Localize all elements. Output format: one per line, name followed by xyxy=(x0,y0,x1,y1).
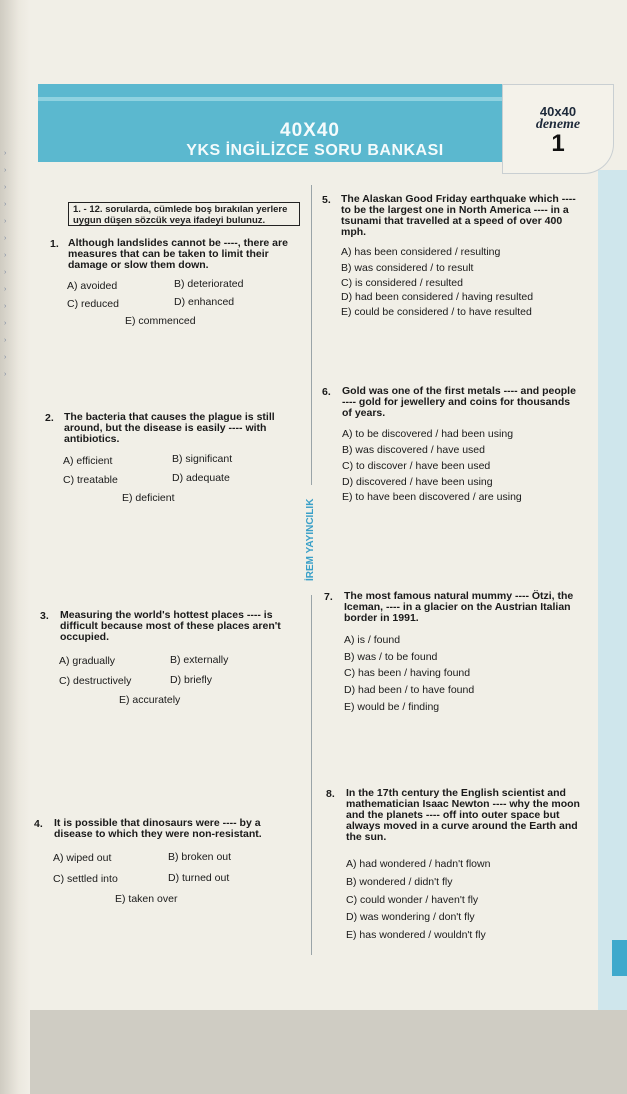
page-title: YKS İNGİLİZCE SORU BANKASI xyxy=(186,142,444,159)
option-d[interactable]: D) enhanced xyxy=(174,296,235,308)
option-b[interactable]: B) significant xyxy=(172,453,233,465)
option-c[interactable]: C) treatable xyxy=(63,474,118,486)
question-6 xyxy=(322,386,592,511)
option-a[interactable]: A) efficient xyxy=(63,455,113,467)
question-5 xyxy=(322,194,592,329)
header-brand: 40X40 xyxy=(280,120,340,141)
publisher-label: İREM YAYINCILIK xyxy=(305,498,316,582)
question-number: 2. xyxy=(45,412,54,424)
option-b[interactable]: B) wondered / didn't fly xyxy=(346,876,453,888)
right-page-strip xyxy=(598,170,627,1010)
badge-label: deneme xyxy=(535,117,581,132)
option-a[interactable]: A) is / found xyxy=(344,634,401,646)
option-c[interactable]: C) to discover / have been used xyxy=(342,460,491,472)
question-8 xyxy=(326,788,596,948)
question-stem: Although landslides cannot be ----, there are measures that can be taken to limit their damage or slow them down. xyxy=(68,237,288,271)
question-stem: Measuring the world's hottest places ---- is difficult because most of these places aren't occupied. xyxy=(60,609,281,643)
column-divider-top xyxy=(311,185,312,485)
question-number: 1. xyxy=(50,238,59,250)
header-stripe xyxy=(38,97,578,101)
option-b[interactable]: B) deteriorated xyxy=(174,278,244,290)
option-b[interactable]: B) externally xyxy=(170,654,229,666)
badge-number: 1 xyxy=(551,130,565,157)
option-a[interactable]: A) to be discovered / had been using xyxy=(342,428,514,440)
option-b[interactable]: B) broken out xyxy=(168,851,232,863)
option-d[interactable]: D) discovered / have been using xyxy=(342,476,493,488)
question-7 xyxy=(324,591,594,716)
section-tab xyxy=(612,940,627,976)
option-c[interactable]: C) could wonder / haven't fly xyxy=(346,894,479,906)
column-divider-bottom xyxy=(311,595,312,955)
option-e[interactable]: E) would be / finding xyxy=(344,701,440,713)
test-badge xyxy=(502,84,614,174)
question-1 xyxy=(50,238,305,328)
option-e[interactable]: E) accurately xyxy=(119,694,181,706)
option-a[interactable]: A) has been considered / resulting xyxy=(341,246,501,258)
badge-series: 40x40 xyxy=(539,104,577,119)
option-b[interactable]: B) was considered / to result xyxy=(341,262,474,274)
question-number: 5. xyxy=(322,194,331,206)
option-e[interactable]: E) to have been discovered / are using xyxy=(342,491,522,503)
left-page-bleed-marks: › › › › › › › › › › › › › › xyxy=(4,150,7,378)
option-c[interactable]: C) is considered / resulted xyxy=(341,277,463,289)
option-a[interactable]: A) gradually xyxy=(59,655,116,667)
question-4 xyxy=(34,818,305,913)
option-a[interactable]: A) wiped out xyxy=(53,852,112,864)
option-e[interactable]: E) commenced xyxy=(125,315,196,327)
option-d[interactable]: D) briefly xyxy=(170,674,213,686)
option-d[interactable]: D) turned out xyxy=(168,872,230,884)
question-stem: In the 17th century the English scientist and mathematician Isaac Newton ---- why the moon and the planets ---- off into outer space but always moved in a curve around the Earth and the sun. xyxy=(346,787,580,843)
option-b[interactable]: B) was / to be found xyxy=(344,651,438,663)
question-number: 4. xyxy=(34,818,43,830)
question-stem: It is possible that dinosaurs were ---- by a disease to which they were non-resistant. xyxy=(54,817,262,840)
left-page-edge xyxy=(0,0,34,1094)
option-d[interactable]: D) had been / to have found xyxy=(344,684,475,696)
instructions-box: 1. - 12. sorularda, cümlede boş bırakılan yerlere uygun düşen sözcük veya ifadeyi bulunuz. xyxy=(68,202,300,226)
option-a[interactable]: A) had wondered / hadn't flown xyxy=(346,858,491,870)
option-d[interactable]: D) adequate xyxy=(172,472,230,484)
option-e[interactable]: E) taken over xyxy=(115,893,178,905)
question-stem: The Alaskan Good Friday earthquake which ---- to be the largest one in North America ---- in a tsunami that travelled at a speed of over 400 mph. xyxy=(341,193,576,238)
question-stem: Gold was one of the first metals ---- and people ---- gold for jewellery and coins for thousands of years. xyxy=(342,385,576,419)
option-c[interactable]: C) reduced xyxy=(67,298,119,310)
question-stem: The bacteria that causes the plague is still around, but the disease is easily ---- with antibiotics. xyxy=(64,411,275,445)
option-c[interactable]: C) settled into xyxy=(53,873,118,885)
option-c[interactable]: C) has been / having found xyxy=(344,667,471,679)
option-e[interactable]: E) could be considered / to have resulted xyxy=(341,306,532,318)
question-number: 8. xyxy=(326,788,335,800)
option-c[interactable]: C) destructively xyxy=(59,675,132,687)
option-d[interactable]: D) was wondering / don't fly xyxy=(346,911,475,923)
question-2 xyxy=(45,412,305,507)
option-a[interactable]: A) avoided xyxy=(67,280,118,292)
question-number: 7. xyxy=(324,591,333,603)
option-e[interactable]: E) has wondered / wouldn't fly xyxy=(346,929,486,941)
question-3 xyxy=(40,610,305,710)
question-number: 3. xyxy=(40,610,49,622)
option-e[interactable]: E) deficient xyxy=(122,492,175,504)
option-b[interactable]: B) was discovered / have used xyxy=(342,444,485,456)
option-d[interactable]: D) had been considered / having resulted xyxy=(341,291,534,303)
question-number: 6. xyxy=(322,386,331,398)
page-bottom-shadow xyxy=(30,1010,627,1094)
question-stem: The most famous natural mummy ---- Ötzi, the Iceman, ---- in a glacier on the Austrian Italian border in 1991. xyxy=(344,590,574,624)
